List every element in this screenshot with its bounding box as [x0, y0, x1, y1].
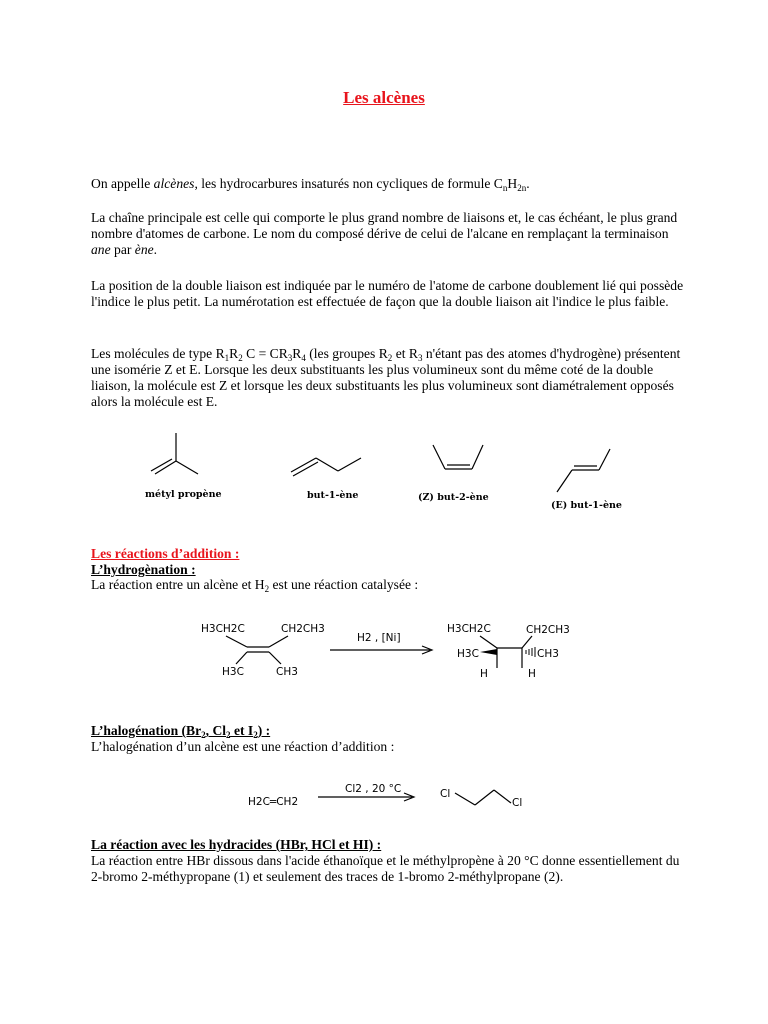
term-ane: ane: [91, 242, 111, 257]
subscript: 3: [417, 353, 423, 363]
hydrogen-label: H: [480, 668, 488, 680]
substituent-label: H3C: [222, 666, 244, 678]
text: (les groupes R: [305, 346, 388, 361]
subscript: 2: [264, 584, 270, 594]
substituent-label: CH3: [537, 648, 559, 660]
page-title: Les alcènes: [343, 88, 425, 107]
reactant-ethene: H2C═CH2: [248, 796, 299, 808]
section-heading-addition: Les réactions d’addition :: [91, 546, 240, 561]
paragraph-hydracides: La réaction entre HBr dissous dans l'acide éthanoïque et le méthylpropène à 20 °C donne essentiellement du 2-bromo 2-méthypropane (1) et seulement des traces de 1-bromo 2-méthylpropane (2).: [91, 853, 680, 884]
subscript: 3: [287, 353, 293, 363]
hydrogen-label: H: [528, 668, 536, 680]
substituent-label: CH2CH3: [281, 623, 325, 635]
paragraph-halogenation: L’halogénation d’un alcène est une réaction d’addition :: [91, 739, 395, 754]
text: par: [110, 242, 135, 257]
text: n'étant pas des atomes d'hydrogène) présentent une isomérie Z et E. Lorsque les deux substituants les plus volumineux sont du même coté de la double liaison, la molécule est Z et lorsque les deux substituants les plus volumineux sont diamétralement opposés alors la molécule est E.: [91, 346, 681, 409]
substituent-label: H3C: [457, 648, 479, 660]
molecule-label-z-butene: (Z) but-2-ène: [418, 492, 489, 503]
substituent-label: H3CH2C: [447, 623, 491, 635]
chlorine-label: Cl: [512, 797, 523, 809]
chlorine-label: Cl: [440, 788, 451, 800]
substituent-label: CH2CH3: [526, 624, 570, 636]
heading-hydrogenation: L’hydrogènation :: [91, 562, 196, 577]
subscript: 2: [253, 730, 258, 740]
molecule-label-butene: but-1-ène: [307, 490, 359, 501]
text: .: [526, 176, 530, 191]
substituent-label: CH3: [276, 666, 298, 678]
subscript: 2: [387, 353, 393, 363]
term-alcenes: alcènes: [153, 176, 195, 191]
text: H: [507, 176, 518, 191]
reaction-reagent: Cl2 , 20 °C: [345, 783, 402, 795]
text: On appelle: [91, 176, 154, 191]
molecule-label-e-butene: (E) but-1-ène: [551, 500, 622, 511]
text: Les molécules de type R: [91, 346, 225, 361]
reaction-reagent: H2 , [Ni]: [357, 632, 401, 644]
text: C = CR: [242, 346, 288, 361]
term-ene: ène: [134, 242, 154, 257]
heading-hydracides: La réaction avec les hydracides (HBr, HCl et HI) :: [91, 837, 382, 852]
subscript: n: [502, 183, 508, 193]
subscript: 1: [224, 353, 230, 363]
text: La chaîne principale est celle qui comporte le plus grand nombre de liaisons et, le cas échéant, le plus grand nombre d'atomes de carbone. Le nom du composé dérive de celui de l'alcane en remplaçant la terminaison: [91, 210, 678, 241]
text: et I: [230, 723, 254, 738]
subscript: 2: [238, 353, 243, 363]
text: , Cl: [205, 723, 227, 738]
subscript: 2n: [517, 183, 527, 193]
molecule-label-methylpropene: métyl propène: [145, 489, 222, 500]
text: ) :: [257, 723, 271, 738]
text: R: [292, 346, 302, 361]
text: .: [153, 242, 158, 257]
paragraph-position: La position de la double liaison est indiquée par le numéro de l'atome de carbone doublement lié qui possède l'indice le plus petit. La numérotation est effectuée de façon que la double liaison ait l'indice le plus faible.: [91, 278, 684, 309]
subscript: 2: [201, 730, 206, 740]
text: L’halogénation (Br: [91, 723, 202, 738]
subscript: 2: [226, 730, 231, 740]
text: , les hydrocarbures insaturés non cycliques de formule C: [194, 176, 503, 191]
text: et R: [392, 346, 418, 361]
text: R: [229, 346, 239, 361]
text: La réaction entre un alcène et H: [91, 577, 265, 592]
text: est une réaction catalysée :: [269, 577, 419, 592]
subscript: 4: [301, 353, 306, 363]
substituent-label: H3CH2C: [201, 623, 245, 635]
